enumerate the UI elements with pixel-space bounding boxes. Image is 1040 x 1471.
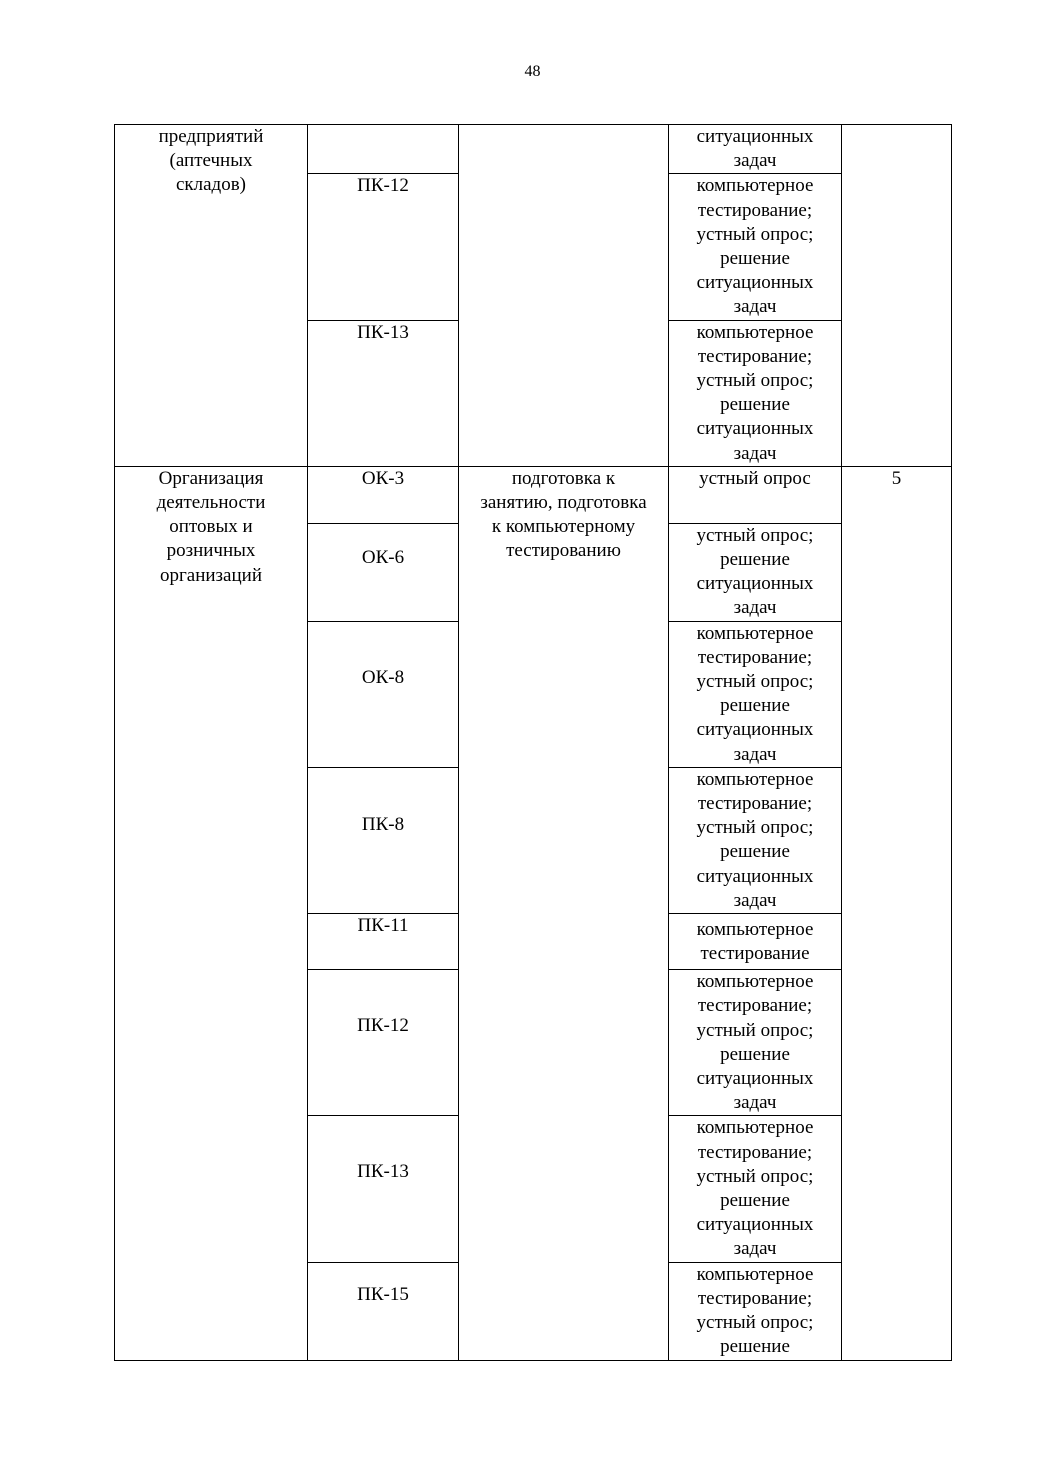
competency-code-cell: ОК-3 [308, 466, 459, 523]
assessment-cell: компьютерное тестирование; устный опрос; решение [669, 1262, 842, 1360]
competency-code-cell: ПК-12 [308, 970, 459, 1116]
hours-cell: 5 [842, 466, 952, 1360]
competency-code-cell: ПК-15 [308, 1262, 459, 1360]
assessment-cell: компьютерное тестирование; устный опрос; решение ситуационных задач [669, 320, 842, 466]
assessment-cell: устный опрос [669, 466, 842, 523]
competency-code-cell [308, 125, 459, 174]
work-type-cell [459, 125, 669, 467]
topic-cell: Организация деятельности оптовых и розничных организаций [115, 466, 308, 1360]
competency-code-cell: ПК-11 [308, 914, 459, 970]
page-number: 48 [524, 63, 541, 80]
table-row [115, 466, 952, 523]
assessment-cell: компьютерное тестирование; устный опрос; решение ситуационных задач [669, 621, 842, 767]
competency-code-cell: ОК-8 [308, 621, 459, 767]
work-type-cell: подготовка к занятию, подготовка к компьютерному тестированию [459, 466, 669, 1360]
hours-cell [842, 125, 952, 467]
assessment-cell: компьютерное тестирование; устный опрос; решение ситуационных задач [669, 1116, 842, 1262]
table-row [115, 125, 952, 174]
assessment-cell: компьютерное тестирование [669, 914, 842, 970]
competency-code-cell: ПК-12 [308, 174, 459, 320]
assessment-cell: компьютерное тестирование; устный опрос; решение ситуационных задач [669, 174, 842, 320]
topic-cell: предприятий (аптечных складов) [115, 125, 308, 467]
competency-code-cell: ОК-6 [308, 523, 459, 621]
competency-code-cell: ПК-13 [308, 1116, 459, 1262]
assessment-cell: устный опрос; решение ситуационных задач [669, 523, 842, 621]
competency-code-cell: ПК-13 [308, 320, 459, 466]
assessment-cell: компьютерное тестирование; устный опрос; решение ситуационных задач [669, 767, 842, 913]
assessment-cell: ситуационных задач [669, 125, 842, 174]
assessment-cell: компьютерное тестирование; устный опрос; решение ситуационных задач [669, 970, 842, 1116]
competency-code-cell: ПК-8 [308, 767, 459, 913]
competency-table [114, 124, 952, 1361]
